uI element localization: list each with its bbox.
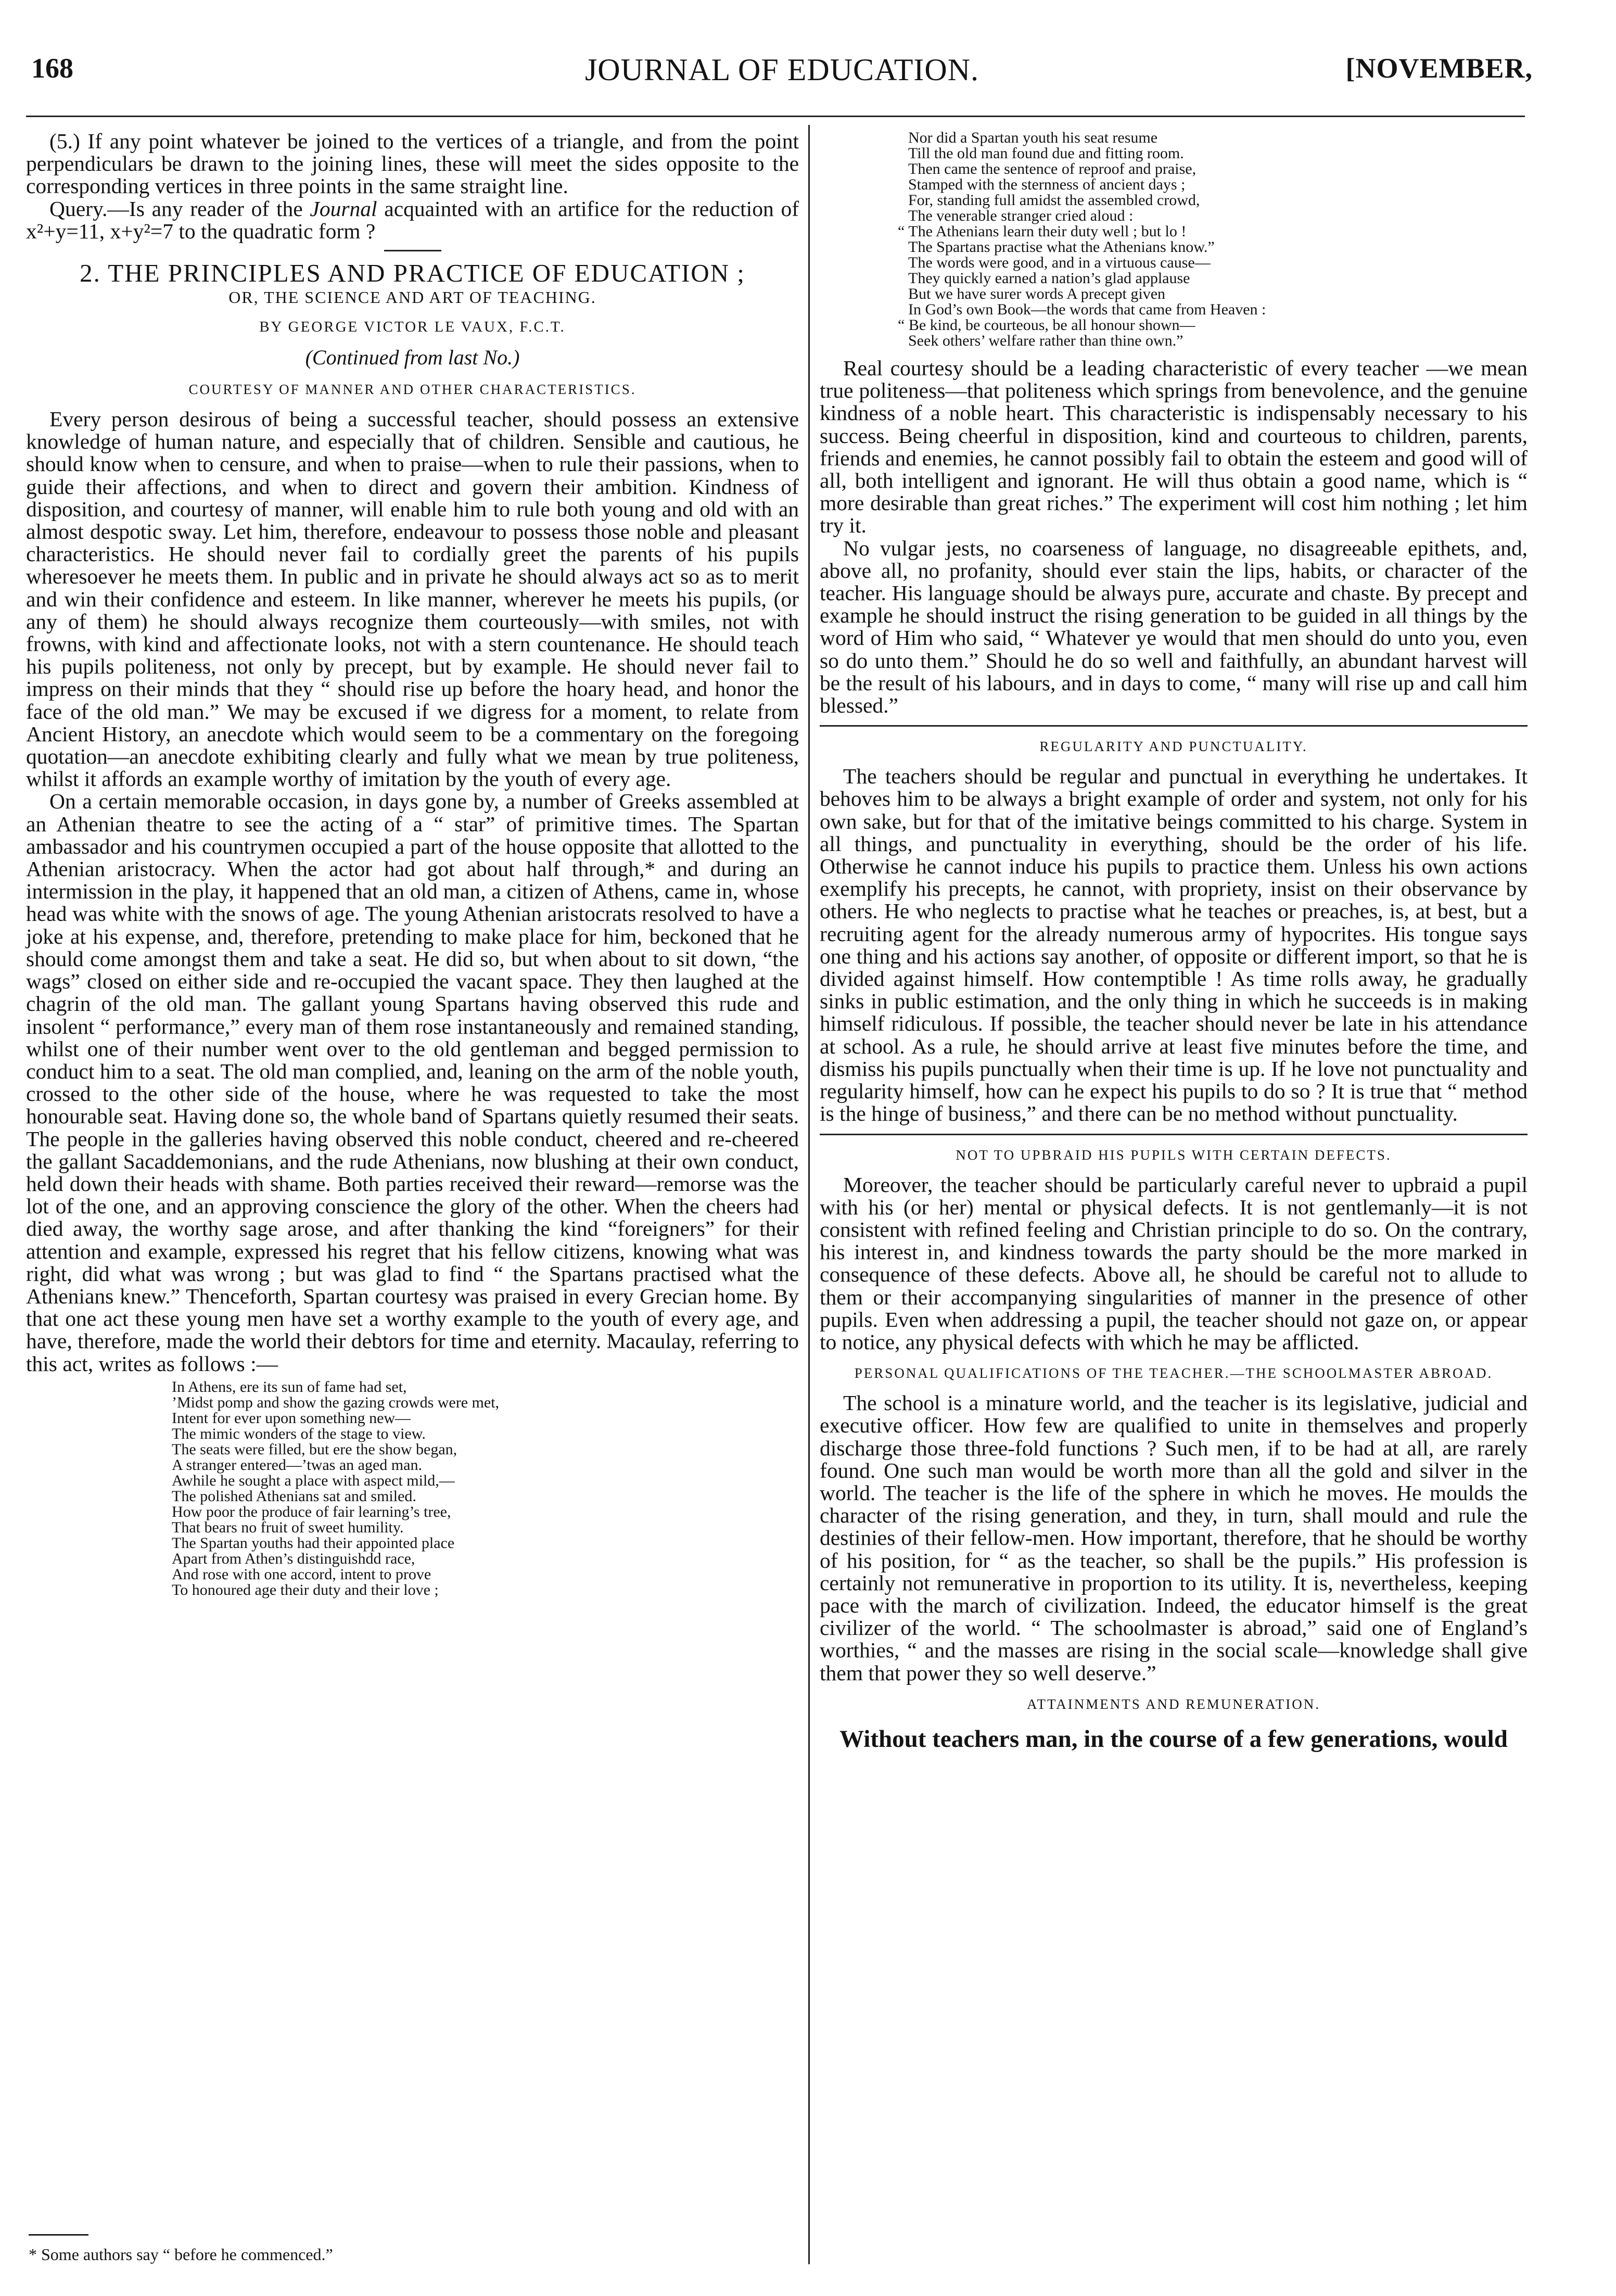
poem-line: Apart from Athen’s distinguishdd race,	[172, 1550, 415, 1567]
problem-rule	[384, 250, 441, 251]
section-heading-defects: NOT TO UPBRAID HIS PUPILS WITH CERTAIN DEFECTS.	[956, 1147, 1392, 1163]
paragraph-spartans: On a certain memorable occasion, in days gone by, a number of Greeks assembled at an Athenian theatre to see the acting of a “ star” of primitive times. The Spartan ambassador and his countrymen occupied a part of the house opposite that allotted to the Athenian aristocracy. When the actor had got about half through,* and during an intermission in the play, it happened that an old man, a citizen of Athens, came in, whose head was white with the snows of age. The young Athenian aristocrats resolved to have a joke at his expense, and, therefore, pretending to make place for him, beckoned that he should come amongst them and take a seat. He did so, but when about to sit down, “the wags” closed on either side and re-occupied the vacant space. They then laughed at the chagrin of the old man. The gallant young Spartans having observed this rude and insolent “ performance,” every man of them rose instantaneously and remained standing, whilst one of their number went over to the old gentleman and begged permission to conduct him to a seat. The old man complied, and, leaning on the arm of the noble youth, crossed to the other side of the house, where he was requested to take the most honourable seat. Having done so, the whole band of Spartans quietly resumed their seats. The people in the galleries having observed this noble conduct, cheered and re-cheered the gallant Sacaddemonians, and the rude Athenians, now blushing at their own conduct, held down their heads with shame. Both parties received their reward—remorse was the lot of the one, and an approving conscience the glory of the other. When the cheers had died away, the worthy sage arose, and after thanking the kind “foreigners” for their attention and example, expressed his regret that his fellow citizens, knowing what was right, did what was wrong ; but was glad to find “ the Spartans practised what the Athenians knew.” Thenceforth, Spartan courtesy was praised in every Grecian home. By that one act these young men have set a worthy example to the youth of every age, and have, therefore, made the world their debtors for time and eternity. Macaulay, referring to this act, writes as follows :—	[26, 789, 799, 1376]
problem-item: (5.) If any point whatever be joined to the vertices of a triangle, and from the point perpendiculars be drawn to the joining lines, these will meet the sides opposite to the corresponding vertices in three points in the same straight line.	[26, 129, 799, 198]
poem-line: The polished Athenians sat and smiled.	[172, 1487, 416, 1505]
query-journal: Journal	[310, 196, 377, 221]
poem-line: That bears no fruit of sweet humility.	[172, 1518, 404, 1536]
problem-query	[26, 198, 799, 243]
footnote-rule	[29, 2234, 88, 2236]
paragraph-courtesy: Every person desirous of being a successful teacher, should possess an extensive knowledge of human nature, and especially that of children. Sensible and cautious, he should know when to censure, and when to praise—when to rule their passions, when to guide their affections, and when to direct and govern their ambition. Kindness of disposition, and courtesy of manner, will enable him to rule both young and old with an almost despotic sway. Let him, therefore, endeavour to possess those noble and pleasant characteristics. He should never fail to cordially greet the parents of his pupils wheresoever he meets them. In public and in private he should always act so as to merit and win their confidence and esteem. In like manner, wherever he meets his pupils, (or any of them) he should always recognize them courteously—with smiles, not with frowns, with kind and affectionate looks, not with a stern countenance. He should teach his pupils politeness, not only by precept, but by example. He should never fail to impress on their minds that they “ should rise up before the hoary head, and honor the face of the old man.” We may be excused if we digress for a moment, to relate from Ancient History, an anecdote which would seem to be a commentary on the foregoing quotation—an anecdote exhibiting clearly and fully what we mean by true politeness, whilst it affords an example worthy of imitation by the youth of every age.	[26, 407, 799, 791]
paragraph-vulgar-jests: No vulgar jests, no coarseness of language, no disagreeable epithets, and, above all, no profanity, should ever stain the lips, habits, or character of the teacher. His language should be always pure, accurate and chaste. By precept and example he should instruct the rising generation to be guided in all things by the word of Him who said, “ Whatever ye would that men should do unto you, even so do unto them.” Should he do so well and faithfully, an abundant harvest will be the result of his labours, and in days to come, “ many will rise up and call him blessed.”	[820, 536, 1528, 718]
section-rule	[820, 725, 1528, 727]
article-subtitle: OR, THE SCIENCE AND ART OF TEACHING.	[228, 288, 596, 307]
poem-line: Till the old man found due and fitting room.	[908, 145, 1184, 162]
poem-line: The words were good, and in a virtuous cause—	[908, 254, 1211, 271]
poem-line: ’Midst pomp and show the gazing crowds were met,	[172, 1393, 500, 1411]
header-rule	[26, 116, 1525, 117]
footnote: * Some authors say “ before he commenced.”	[29, 2245, 333, 2264]
left-column	[26, 130, 799, 1598]
query-suffix: acquainted with an artifice for the reduction of x²+y=11, x+y²=7 to the quadratic form ?	[26, 196, 799, 243]
poem-line: The mimic wonders of the stage to view.	[172, 1425, 426, 1442]
article-byline: BY GEORGE VICTOR LE VAUX, F.C.T.	[259, 319, 566, 336]
paragraph-regularity: The teachers should be regular and punctual in everything he undertakes. It behoves him to be always a bright example of order and system, not only for his own sake, but for that of the imitative beings committed to his charge. System in all things, and punctuality in everything, should be the order of his life. Otherwise he cannot induce his pupils to practice them. Unless his own actions exemplify his precepts, he cannot, with propriety, insist on their observance by others. He who neglects to practise what he teaches or preaches, is, at best, but a recruiting agent for the already numerous army of hypocrites. His tongue says one thing and his actions say another, of opposite or different import, so that he is divided against himself. How contemptible ! As time rolls away, he gradually sinks in public estimation, and the only thing in which he succeeds is in making himself ridiculous. If possible, the teacher should never be late in his attendance at school. As a rule, he should arrive at least five minutes before the time, and dismiss his pupils punctually when their time is up. If he love not punctuality and regularity himself, how can he expect his pupils to do so ? It is true that “ method is the hinge of business,” and there can be no method without punctuality.	[820, 764, 1528, 1126]
poem-line: The venerable stranger cried aloud :	[908, 207, 1134, 224]
page-number: 168	[31, 53, 73, 84]
paragraph-attainments-start: Without teachers man, in the course of a few generations, would	[839, 1725, 1508, 1753]
column-divider	[808, 125, 810, 2264]
poem-macaulay-part1	[172, 1379, 799, 1598]
poem-line: A stranger entered—’twas an aged man.	[172, 1456, 422, 1474]
section-heading-courtesy: COURTESY OF MANNER AND OTHER CHARACTERISTICS.	[188, 382, 637, 398]
article-title: 2. THE PRINCIPLES AND PRACTICE OF EDUCATION ;	[80, 259, 745, 288]
poem-line: For, standing full amidst the assembled crowd,	[908, 192, 1200, 209]
section-heading-qualifications: PERSONAL QUALIFICATIONS OF THE TEACHER.—THE SCHOOLMASTER ABROAD.	[854, 1365, 1493, 1381]
poem-line: Then came the sentence of reproof and praise,	[908, 160, 1197, 177]
poem-line: “ The Athenians learn their duty well ; but lo !	[898, 223, 1187, 240]
poem-line: To honoured age their duty and their love ;	[172, 1581, 439, 1599]
poem-line: They quickly earned a nation’s glad applause	[908, 270, 1190, 287]
poem-line: Stamped with the sternness of ancient days ;	[908, 176, 1186, 193]
paragraph-qualifications: The school is a minature world, and the teacher is its legislative, judicial and executive officer. How few are qualified to unite in themselves and properly discharge those three-fold functions ? Such men, if to be had at all, are rarely found. One such man would be worth more than all the gold and silver in the world. The teacher is the life of the sphere in which he moves. He moulds the character of the rising generation, and they, in turn, shall mould and rule the destinies of their fellow-men. How important, therefore, that he should be worthy of his position, for “ as the teacher, so shall be the pupils.” His profession is certainly not remunerative in proportion to its utility. It is, nevertheless, keeping pace with the march of civilization. Indeed, the educator himself is the great civilizer of the world. “ The schoolmaster is abroad,” said one of England’s worthies, “ and the masses are rising in the social scale—knowledge shall give them that power they so well deserve.”	[820, 1391, 1528, 1685]
section-heading-attainments: ATTAINMENTS AND REMUNERATION.	[1026, 1696, 1321, 1712]
poem-line: “ Be kind, be courteous, be all honour shown—	[898, 316, 1195, 334]
continued-note: (Continued from last No.)	[305, 346, 520, 370]
poem-line: Nor did a Spartan youth his seat resume	[908, 129, 1158, 146]
issue-month: [NOVEMBER,	[1345, 53, 1533, 84]
poem-line: The Spartans practise what the Athenians know.”	[908, 238, 1215, 256]
section-rule	[820, 1134, 1528, 1135]
section-heading-regularity: REGULARITY AND PUNCTUALITY.	[1039, 739, 1308, 755]
poem-line: In Athens, ere its sun of fame had set,	[172, 1378, 407, 1396]
poem-line: And rose with one accord, intent to prove	[172, 1565, 431, 1583]
poem-line: Awhile he sought a place with aspect mild,—	[172, 1472, 455, 1489]
right-column	[820, 130, 1528, 1753]
poem-line: Seek others’ welfare rather than thine own.”	[908, 332, 1184, 349]
paragraph-real-courtesy: Real courtesy should be a leading characteristic of every teacher —we mean true politeness—that politeness which springs from benevolence, and the genuine kindness of a noble heart. This characteristic is indispensably necessary to his success. Being cheerful in disposition, kind and courteous to children, parents, friends and enemies, he cannot possibly fail to obtain the esteem and good will of all, both intelligent and ignorant. He will thus obtain a good name, which is “ more desirable than great riches.” The experiment will cost him nothing ; let him try it.	[820, 356, 1528, 538]
paragraph-defects: Moreover, the teacher should be particularly careful never to upbraid a pupil with his (or her) mental or physical defects. It is not gentlemanly—it is not consistent with refined feeling and Christian principle to do so. On the contrary, his interest in, and kindness towards the party should be the more marked in consequence of these defects. Above all, he should be careful not to allude to them or their accompanying singularities of manner in the presence of other pupils. Even when addressing a pupil, the teacher should not gaze on, or appear to notice, any physical defects with which he may be afflicted.	[820, 1172, 1528, 1354]
poem-line: The seats were filled, but ere the show began,	[172, 1440, 457, 1458]
query-prefix: Query.—Is any reader of the	[49, 196, 303, 221]
poem-line: The Spartan youths had their appointed place	[172, 1534, 455, 1552]
poem-line: But we have surer words A precept given	[908, 285, 1166, 302]
poem-macaulay-part2	[898, 129, 1528, 349]
poem-line: How poor the produce of fair learning’s tree,	[172, 1503, 451, 1520]
journal-title: JOURNAL OF EDUCATION.	[584, 53, 979, 87]
page-header	[31, 52, 1533, 104]
poem-line: Intent for ever upon something new—	[172, 1409, 411, 1427]
poem-line: In God’s own Book—the words that came from Heaven :	[908, 301, 1266, 318]
